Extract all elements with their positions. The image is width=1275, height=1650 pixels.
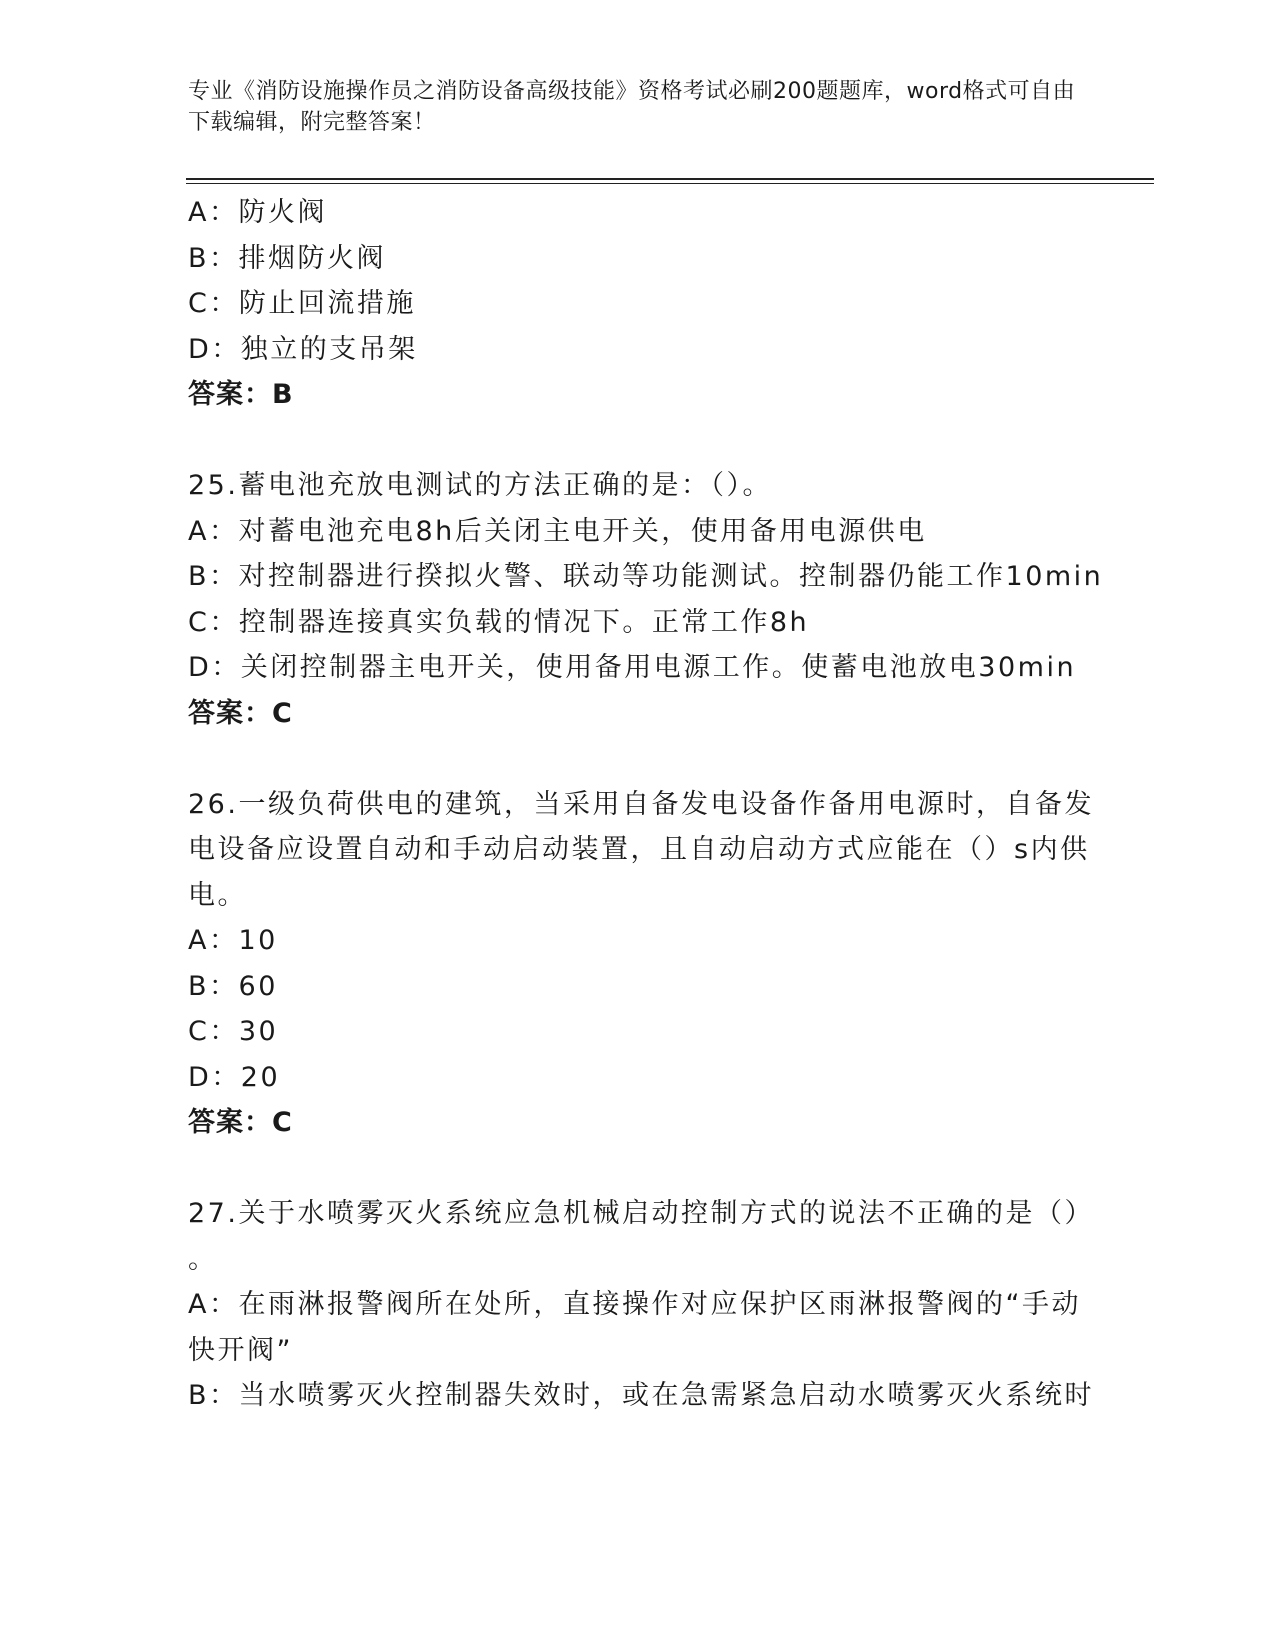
option-b: B：排烟防火阀 <box>188 242 387 274</box>
question-stem: 电。 <box>188 879 247 911</box>
spacer <box>188 1146 1088 1192</box>
option-c: C：30 <box>188 1016 279 1047</box>
option-a: A：防火阀 <box>188 197 327 228</box>
option-d: D：关闭控制器主电开关，使用备用电源工作。使蓄电池放电30min <box>188 652 1077 683</box>
option-a: 快开阀” <box>188 1334 293 1366</box>
option-a: A：在雨淋报警阀所在处所，直接操作对应保护区雨淋报警阀的“手动 <box>188 1289 1081 1320</box>
question-stem: 26.一级负荷供电的建筑，当采用自备发电设备作备用电源时，自备发 <box>188 788 1094 820</box>
question-stem: 27.关于水喷雾灭火系统应急机械启动控制方式的说法不正确的是（） <box>188 1198 1094 1229</box>
spacer <box>188 418 1088 464</box>
option-b: B：60 <box>188 970 278 1002</box>
header-divider-thin <box>186 183 1154 184</box>
header-divider <box>186 178 1154 180</box>
answer: 答案：B <box>188 379 294 410</box>
option-b: B：对控制器进行揆拟火警、联动等功能测试。控制器仍能工作10min <box>188 561 1104 592</box>
spacer <box>188 736 1088 782</box>
question-stem: 电设备应设置自动和手动启动装置，且自动启动方式应能在（）s内供 <box>188 834 1090 865</box>
answer: 答案：C <box>188 697 293 729</box>
option-a: A：对蓄电池充电8h后关闭主电开关，使用备用电源供电 <box>188 515 927 547</box>
question-stem: 。 <box>188 1243 218 1275</box>
option-c: C：控制器连接真实负载的情况下。正常工作8h <box>188 606 810 638</box>
option-d: D：20 <box>188 1061 281 1093</box>
option-c: C：防止回流措施 <box>188 288 416 319</box>
question-stem: 25.蓄电池充放电测试的方法正确的是：（）。 <box>188 470 772 501</box>
question-list <box>188 190 1104 1419</box>
answer: 答案：C <box>188 1107 293 1138</box>
document-header: 专业《消防设施操作员之消防设备高级技能》资格考试必刷200题题库，word格式可自由下载编辑，附完整答案！ <box>188 79 1076 135</box>
option-b: B：当水喷雾灭火控制器失效时，或在急需紧急启动水喷雾灭火系统时 <box>188 1380 1095 1411</box>
option-d: D：独立的支吊架 <box>188 333 418 365</box>
option-a: A：10 <box>188 925 278 956</box>
